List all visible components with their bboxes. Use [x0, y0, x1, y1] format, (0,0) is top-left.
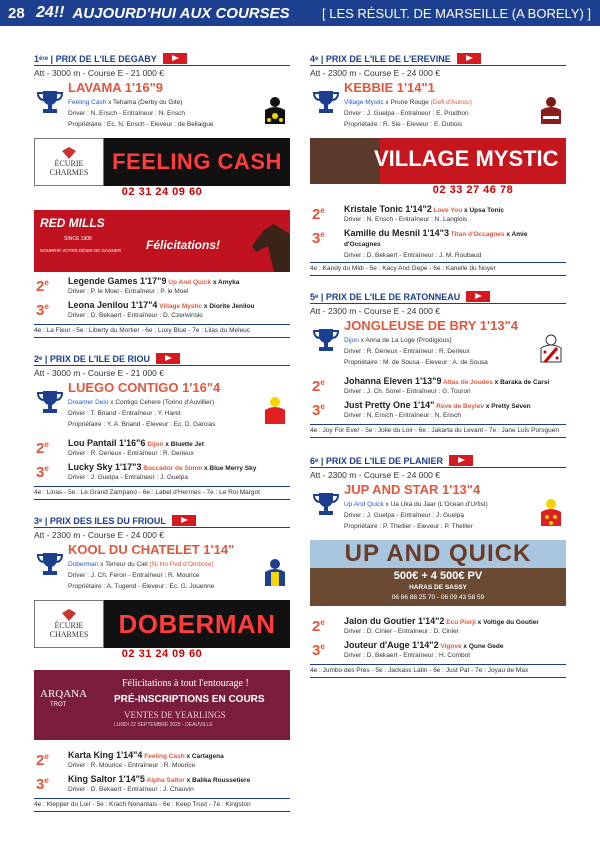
- winner-pedigree: Doberman x Terreur du Ciel (Ni Ho Ped d'Ombree): [68, 561, 214, 568]
- winner-pedigree: Feeling Cash x Tehama (Derby du Gite): [68, 99, 183, 106]
- place-3: 3e King Saltor 1'14"5 Alpha Saltor x Balika Roussetiere Driver : D. Bekaert - Entraîneur : J. Chauvin: [36, 774, 251, 793]
- crest-icon: [62, 147, 76, 159]
- other-finishers: 4e : Jumbo des Pres - 5e : Jackass Latin - 6e : Just Pat - 7e : Joyau de Max: [310, 664, 566, 678]
- race-5-title: 5 e | PRIX DE L'ILE DE RATONNEAU: [310, 290, 566, 304]
- ecurie-logo: ÉCURIE CHARMES: [34, 600, 104, 648]
- place-2: 2e Johanna Eleven 1'13"9 Atlas de Joudes x Baraka de Carsi Driver : J. Ch. Sorel - Entraîneur : G. Touron: [312, 376, 550, 395]
- race-conditions: Att - 2300 m - Course E - 24 000 €: [310, 470, 440, 480]
- arqana-pre: PRÉ-INSCRIPTIONS EN COURS: [114, 694, 265, 705]
- arqana-dates: LUNDI 22 SEPTEMBRE 2025 - DEAUVILLE: [114, 722, 213, 728]
- place-2: 2e Karta King 1'14"4 Feeling Cash x Cartagena Driver : R. Mourice - Entraîneur : R. Mourice: [36, 750, 224, 769]
- trophy-icon: [36, 388, 64, 416]
- winner-pedigree: Dreamer Delo x Contigo Cehere (Torino d'Auvillier): [68, 399, 215, 406]
- arqana-congrats: Félicitations à tout l'entourage !: [122, 678, 249, 689]
- ad-phone: 02 31 24 09 60: [34, 648, 290, 662]
- ad-headline: UP AND QUICK: [310, 540, 566, 568]
- jockey-silks-icon: [538, 96, 564, 126]
- jockey-silks-icon: [262, 396, 288, 426]
- place-3: 3e Kamille du Mesnil 1'14"3 Titan d'Occagnes x Amie d'Occagnes Driver : D. Bekaert - Entraîneur : J. M. Roubaud: [312, 228, 528, 259]
- winner-name: KEBBIE 1'14"1: [344, 80, 435, 95]
- other-finishers: 4e : Kandy du Midi - 5e : Kacy And Gepe - 6e : Kanelle du Noyer: [310, 262, 566, 276]
- play-video-icon[interactable]: [172, 515, 196, 526]
- header-title: AUJOURD'HUI AUX COURSES: [72, 4, 290, 22]
- place-3: 3e Just Pretty One 1'14" Reve de Beylev x Pretty Seven Driver : N. Ensch - Entraîneur : N. Ensch: [312, 400, 531, 419]
- horse-photo: [310, 138, 380, 184]
- ad-up-and-quick[interactable]: [310, 540, 566, 606]
- winner-owner: Propriétaire : R. Sie - Eleveur : E. Dubois: [344, 121, 463, 128]
- ad-phone: 02 31 24 09 60: [34, 186, 290, 200]
- winner-owner: Propriétaire : Ec. N. Ensch - Eleveur : de Bellaigue: [68, 121, 214, 128]
- winner-name: LUEGO CONTIGO 1'16"4: [68, 380, 221, 395]
- redmills-since: SINCE 1908: [64, 236, 92, 242]
- place-3: 3e Jouteur d'Auge 1'14"2 Vigove x Qune Gede Driver : D. Bekaert - Entraîneur : H. Combot: [312, 640, 504, 659]
- ad-village-mystic[interactable]: [310, 138, 566, 184]
- race-6-title: 6 e | PRIX DE L'ILE DE PLANIER: [310, 454, 566, 468]
- horse-head-icon: [244, 224, 290, 272]
- race-conditions: Att - 2300 m - Course E - 24 000 €: [34, 530, 164, 540]
- winner-driver: Driver : N. Ensch - Entraîneur : N. Ensch: [68, 110, 186, 117]
- winner-owner: Propriétaire : A. Tugend - Eleveur : Ec. G. Jouenne: [68, 583, 215, 590]
- winner-driver: Driver : J. Guelpa - Entraîneur : J. Guelpa: [344, 512, 464, 519]
- race-conditions: Att - 2300 m - Course E - 24 000 €: [310, 68, 440, 78]
- ad-phone: 02 33 27 46 78: [380, 184, 566, 198]
- arqana-brand: ARQANA: [40, 688, 88, 700]
- play-video-icon[interactable]: [156, 353, 180, 364]
- place-3: 3e Lucky Sky 1'17"3 Boccador de Simm x Blue Merry Sky Driver : J. Guelpa - Entraîneur : J. Guelpa: [36, 462, 257, 481]
- play-video-icon[interactable]: [163, 53, 187, 64]
- brand-logo: 24!!: [36, 4, 65, 21]
- winner-name: LAVAMA 1'16"9: [68, 80, 163, 95]
- place-2: 2e Legende Games 1'17"9 Up And Quick x Amyka Driver : P. le Moel - Entraîneur : P. le Moel: [36, 276, 240, 295]
- winner-name: JONGLEUSE DE BRY 1'13"4: [344, 318, 518, 333]
- haras-name: HARAS DE SASSY: [409, 584, 467, 591]
- winner-owner: Propriétaire : P. Thellier - Eleveur : P. Thellier: [344, 523, 473, 530]
- winner-block: [34, 80, 290, 138]
- jockey-silks-icon: [262, 558, 288, 588]
- place-2: 2e Jalon du Goutier 1'14"2 Ecu Pierji x Voltige du Goutier Driver : D. Cinier - Entraîneur : D. Cinier: [312, 616, 539, 635]
- winner-pedigree: Village Mystic x Prune Rouge (Defi d'Aunou): [344, 99, 472, 106]
- race-conditions: Att - 3000 m - Course E - 21 000 €: [34, 368, 164, 378]
- redmills-tagline: NOURRIR VOTRE DÉSIR DE GAGNER: [40, 248, 122, 253]
- ad-arqana[interactable]: [34, 670, 290, 740]
- jockey-silks-icon: [262, 96, 288, 126]
- race-conditions: Att - 3000 m - Course E - 21 000 €: [34, 68, 164, 78]
- crest-icon: [62, 609, 76, 621]
- race-1-title: 1 ère | PRIX DE L'ILE DEGABY: [34, 52, 290, 66]
- other-finishers: 4e : La Fleur - 5e : Liberty du Mortier - 6e : Luxy Blue - 7e : Lilas du Meleuc: [34, 324, 290, 338]
- other-finishers: 4e : Linas - 5e : Le Grand Zampano - 6e : Label d'Hermes - 7e : Le Roi Margot: [34, 486, 290, 500]
- trophy-icon: [36, 88, 64, 116]
- jockey-silks-icon: [538, 334, 564, 364]
- winner-block: [310, 80, 566, 138]
- ad-red-mills[interactable]: [34, 210, 290, 272]
- play-video-icon[interactable]: [457, 53, 481, 64]
- trophy-icon: [312, 490, 340, 518]
- left-column: [34, 52, 290, 812]
- trophy-icon: [312, 88, 340, 116]
- ecurie-logo: ÉCURIE CHARMES: [34, 138, 104, 186]
- trophy-icon: [312, 326, 340, 354]
- ad-headline: DOBERMAN: [104, 600, 290, 648]
- other-finishers: 4e : Klepper du Loir - 5e : Krach Nonantais - 6e : Keep Trust - 7e : Kingston: [34, 798, 290, 812]
- winner-driver: Driver : R. Derieux - Entraîneur : R. Derieux: [344, 348, 470, 355]
- race-3-title: 3 e | PRIX DES ILES DU FRIOUL: [34, 514, 290, 528]
- winner-pedigree: Dijon x Anna de La Loge (Prodigious): [344, 337, 452, 344]
- winner-name: KOOL DU CHATELET 1'14": [68, 542, 235, 557]
- winner-block: [34, 380, 290, 438]
- winner-name: JUP AND STAR 1'13"4: [344, 482, 481, 497]
- ad-feeling-cash[interactable]: [34, 138, 290, 186]
- place-2: 2e Lou Pantail 1'16"6 Dijon x Bluette Jet Driver : R. Derieux - Entraîneur : R. Derieux: [36, 438, 204, 457]
- redmills-brand: RED MILLS: [40, 216, 105, 230]
- place-2: 2e Kristale Tonic 1'14"2 Love You x Upsa Tonic Driver : N. Ensch - Entraîneur : N. Langlois: [312, 204, 505, 223]
- winner-driver: Driver : T. Briand - Entraîneur : Y. Haret: [68, 410, 181, 417]
- right-column: [310, 52, 566, 678]
- trophy-icon: [36, 550, 64, 578]
- winner-owner: Propriétaire : Y. A. Briand - Eleveur : Ec. D. Garcias: [68, 421, 216, 428]
- other-finishers: 4e : Joy For Ever - 5e : Jolie du Loir - 6e : Jakarta du Levant - 7e : Jane Luis Porsguen: [310, 424, 566, 438]
- race-conditions: Att - 2300 m - Course E - 24 000 €: [310, 306, 440, 316]
- arqana-sub: TROT: [50, 702, 67, 708]
- page-number: 28: [8, 4, 25, 22]
- page-header: [0, 0, 600, 26]
- place-3: 3e Leona Jenilou 1'17"4 Village Mystic x Diorite Jenilou Driver : D. Bekaert - Entraîneur : D. Czerwinski: [36, 300, 255, 319]
- race-4-title: 4 e | PRIX DE L'ILE DE L'EREVINE: [310, 52, 566, 66]
- ad-doberman[interactable]: [34, 600, 290, 648]
- winner-block: [310, 318, 566, 376]
- winner-driver: Driver : J. Guelpa - Entraîneur : E. Prudhon: [344, 110, 469, 117]
- winner-block: [310, 482, 566, 540]
- play-video-icon[interactable]: [449, 455, 473, 466]
- winner-pedigree: Up And Quick x Ua Uka du Jaar (L'Ocean d'Urfist): [344, 501, 488, 508]
- race-2-title: 2 e | PRIX DE L'ILE DE RIOU: [34, 352, 290, 366]
- winner-owner: Propriétaire : M. de Sousa - Eleveur : A. de Sousa: [344, 359, 488, 366]
- winner-driver: Driver : J. Ch. Feron - Entraîneur : R. Mourice: [68, 572, 200, 579]
- haras-phones: 06 66 88 25 70 - 06 09 43 58 59: [391, 594, 485, 601]
- ad-headline: FEELING CASH: [104, 138, 290, 186]
- winner-block: [34, 542, 290, 600]
- redmills-congrats: Félicitations!: [146, 238, 221, 252]
- play-video-icon[interactable]: [466, 291, 490, 302]
- jockey-silks-icon: [538, 498, 564, 528]
- stud-fee: 500€ + 4 500€ PV: [393, 570, 483, 582]
- section-title: [ LES RÉSULT. DE MARSEILLE (A BORELY) ]: [322, 5, 591, 21]
- arqana-sales: VENTES DE YEARLINGS: [124, 710, 226, 720]
- ad-headline: VILLAGE MYSTIC: [374, 146, 559, 171]
